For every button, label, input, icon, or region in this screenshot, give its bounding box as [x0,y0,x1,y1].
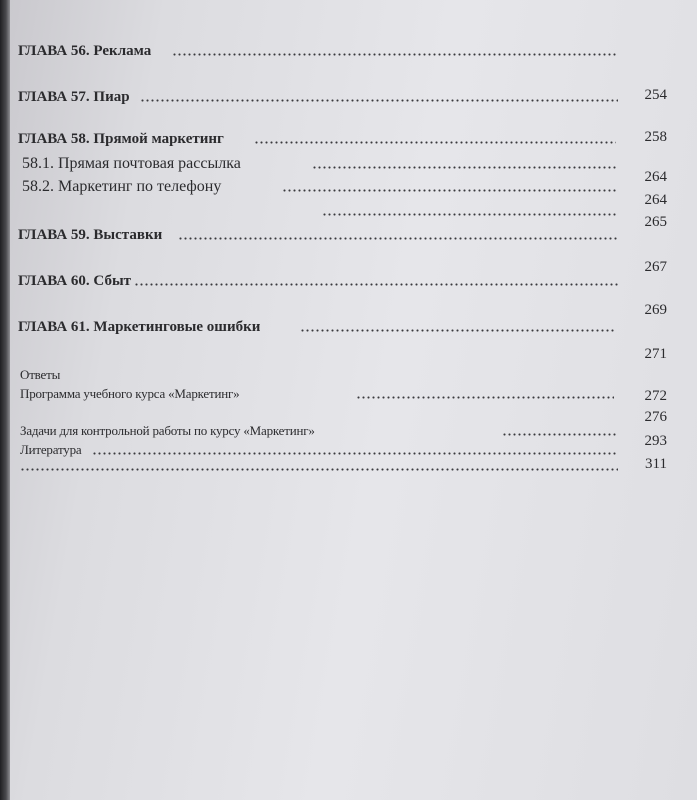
dot-leader [312,166,616,169]
toc-entry-label: ГЛАВА 56. Реклама [18,43,152,59]
dot-leader [172,53,616,56]
toc-entry-section-58-1 [22,151,616,173]
page-number: 311 [645,456,667,472]
dot-leader [20,468,618,471]
toc-entry-chapter-58 [18,126,616,148]
page-number: 272 [644,388,667,404]
toc-entry-label: Ответы [20,367,61,382]
page-number: 264 [644,169,667,185]
dot-leader [502,433,616,436]
toc-entry-course-program [20,381,614,403]
dot-leader [300,329,614,332]
toc-entry-label: Литература [20,442,82,457]
toc-entry-label: ГЛАВА 58. Прямой маркетинг [18,131,224,147]
toc-entry-chapter-57 [18,84,618,106]
toc-entry-chapter-56 [18,38,616,60]
dot-leader [140,99,618,102]
toc-entry-label: ГЛАВА 59. Выставки [18,227,163,243]
toc-entry-leader [20,453,618,475]
page-number: 265 [644,214,667,230]
dot-leader [322,213,618,216]
page-number: 293 [644,433,667,449]
toc-entry-label: ГЛАВА 61. Маркетинговые ошибки [18,319,261,335]
page-number: 254 [644,87,667,103]
toc-entry-label: ГЛАВА 60. Сбыт [18,273,132,289]
page-number: 264 [644,192,667,208]
toc-entry-label: 58.2. Маркетинг по телефону [22,178,222,195]
toc-entry-label: 58.1. Прямая почтовая рассылка [22,155,241,172]
toc-entry-label: Задачи для контрольной работы по курсу «Маркетинг» [20,423,315,438]
page-number: 271 [644,346,667,362]
dot-leader [356,396,614,399]
toc-entry-label: Программа учебного курса «Маркетинг» [20,386,240,401]
page-number: 267 [644,259,667,275]
dot-leader [134,283,618,286]
page-number: 258 [644,129,667,145]
page-number: 276 [644,409,667,425]
page-number: 269 [644,302,667,318]
toc-entry-chapter-59 [18,222,618,244]
toc-entry-label: ГЛАВА 57. Пиар [18,89,130,105]
toc-entry-section-leader [22,198,618,220]
dot-leader [254,141,616,144]
dot-leader [178,237,618,240]
toc-entry-chapter-61 [18,314,614,336]
toc-entry-section-58-2 [22,174,616,196]
dot-leader [282,189,616,192]
toc-entry-chapter-60 [18,268,618,290]
